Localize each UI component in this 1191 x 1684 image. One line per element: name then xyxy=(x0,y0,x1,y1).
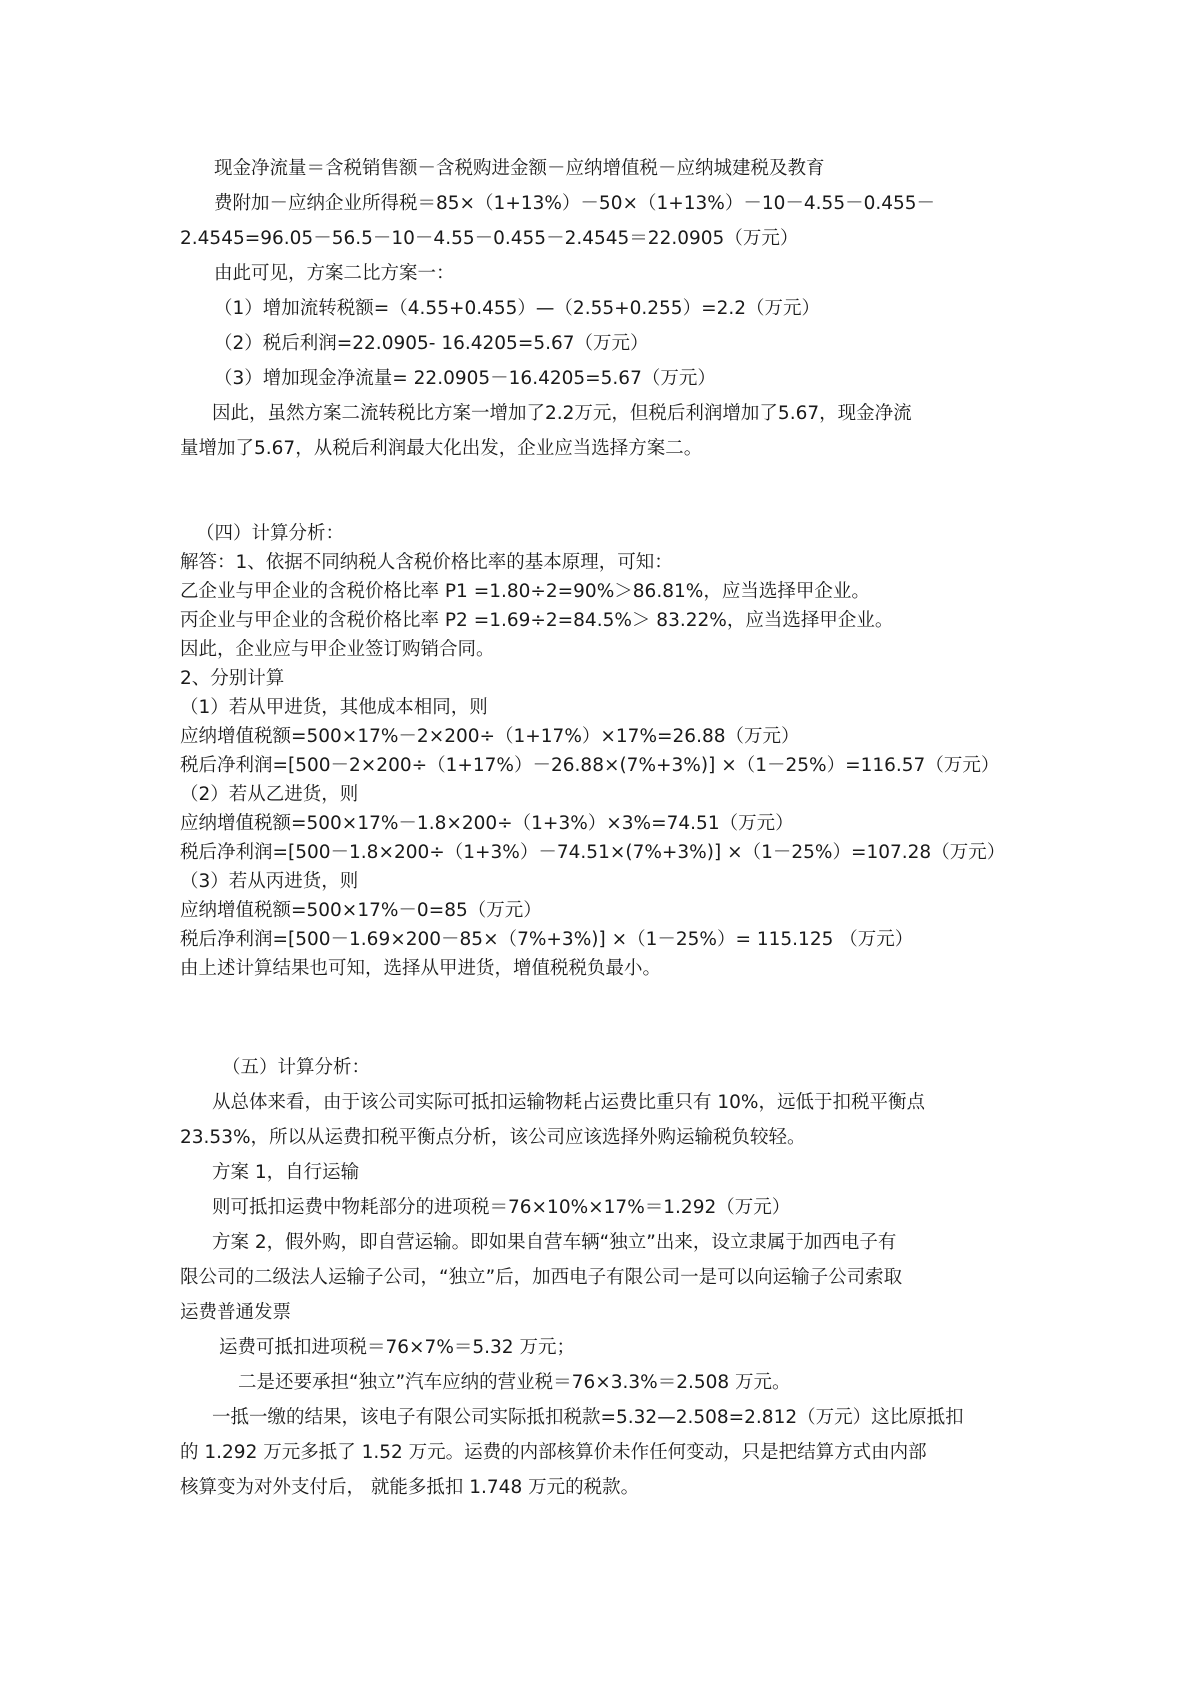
paragraph-line: 运费普通发票 xyxy=(180,1302,292,1323)
paragraph-line: 一抵一缴的结果，该电子有限公司实际抵扣税款=5.32—2.508=2.812（万元）这比原抵扣 xyxy=(212,1407,964,1428)
paragraph-line: 税后净利润=[500－2×200÷（1+17%）－26.88×(7%+3%)] ×（1－25%）=116.57（万元） xyxy=(180,755,1000,776)
paragraph-line: 的 1.292 万元多抵了 1.52 万元。运费的内部核算价未作任何变动，只是把结算方式由内部 xyxy=(180,1442,927,1463)
paragraph-line: 乙企业与甲企业的含税价格比率 P1 =1.80÷2=90%＞86.81%，应当选择甲企业。 xyxy=(180,581,870,602)
paragraph-line: 限公司的二级法人运输子公司，“独立”后，加西电子有限公司一是可以向运输子公司索取 xyxy=(180,1267,903,1288)
paragraph-line: 由此可见，方案二比方案一： xyxy=(214,263,455,284)
paragraph-line: 税后净利润=[500－1.69×200－85×（7%+3%)] ×（1－25%）= 115.125 （万元） xyxy=(180,929,914,950)
paragraph-line: （3）增加现金净流量= 22.0905－16.4205=5.67（万元） xyxy=(214,368,716,389)
paragraph-line: 核算变为对外支付后， 就能多抵扣 1.748 万元的税款。 xyxy=(180,1477,640,1498)
paragraph-line: 应纳增值税额=500×17%－1.8×200÷（1+3%）×3%=74.51（万元） xyxy=(180,813,794,834)
paragraph-line: 由上述计算结果也可知，选择从甲进货，增值税税负最小。 xyxy=(180,958,662,979)
paragraph-line: 23.53%，所以从运费扣税平衡点分析，该公司应该选择外购运输税负较轻。 xyxy=(180,1127,806,1148)
section-heading: （五）计算分析： xyxy=(222,1057,371,1078)
paragraph-line: （2）税后利润=22.0905- 16.4205=5.67（万元） xyxy=(214,333,649,354)
paragraph-line: 费附加－应纳企业所得税＝85×（1+13%）－50×（1+13%）－10－4.55－0.455－ xyxy=(214,193,936,214)
section-heading: （四）计算分析： xyxy=(196,523,345,544)
paragraph-line: 2、分别计算 xyxy=(180,668,285,689)
paragraph-line: 则可抵扣运费中物耗部分的进项税＝76×10%×17%＝1.292（万元） xyxy=(212,1197,791,1218)
paragraph-line: 解答：1、依据不同纳税人含税价格比率的基本原理，可知： xyxy=(180,552,673,573)
paragraph-line: 应纳增值税额=500×17%－0=85（万元） xyxy=(180,900,542,921)
paragraph-line: （1）若从甲进货，其他成本相同，则 xyxy=(180,697,488,718)
paragraph-line: 量增加了5.67，从税后利润最大化出发，企业应当选择方案二。 xyxy=(180,438,703,459)
paragraph-line: 丙企业与甲企业的含税价格比率 P2 =1.69÷2=84.5%＞ 83.22%，应当选择甲企业。 xyxy=(180,610,894,631)
paragraph-line: 应纳增值税额=500×17%－2×200÷（1+17%）×17%=26.88（万元） xyxy=(180,726,800,747)
paragraph-line: （1）增加流转税额=（4.55+0.455）—（2.55+0.255）=2.2（万元） xyxy=(214,298,821,319)
paragraph-line: （2）若从乙进货，则 xyxy=(180,784,359,805)
paragraph-line: 方案 2，假外购，即自营运输。即如果自营车辆“独立”出来，设立隶属于加西电子有 xyxy=(212,1232,897,1253)
paragraph-line: 从总体来看，由于该公司实际可抵扣运输物耗占运费比重只有 10%，远低于扣税平衡点 xyxy=(212,1092,926,1113)
paragraph-line: 因此，企业应与甲企业签订购销合同。 xyxy=(180,639,495,660)
paragraph-line: （3）若从丙进货，则 xyxy=(180,871,359,892)
paragraph-line: 方案 1，自行运输 xyxy=(212,1162,360,1183)
paragraph-line: 二是还要承担“独立”汽车应纳的营业税＝76×3.3%＝2.508 万元。 xyxy=(238,1372,791,1393)
paragraph-line: 因此，虽然方案二流转税比方案一增加了2.2万元，但税后利润增加了5.67，现金净流 xyxy=(212,403,912,424)
paragraph-line: 现金净流量＝含税销售额－含税购进金额－应纳增值税－应纳城建税及教育 xyxy=(214,158,825,179)
paragraph-line: 税后净利润=[500－1.8×200÷（1+3%）－74.51×(7%+3%)] ×（1－25%）=107.28（万元） xyxy=(180,842,1006,863)
paragraph-line: 运费可抵扣进项税＝76×7%＝5.32 万元； xyxy=(219,1337,575,1358)
paragraph-line: 2.4545=96.05－56.5－10－4.55－0.455－2.4545＝22.0905（万元） xyxy=(180,228,799,249)
